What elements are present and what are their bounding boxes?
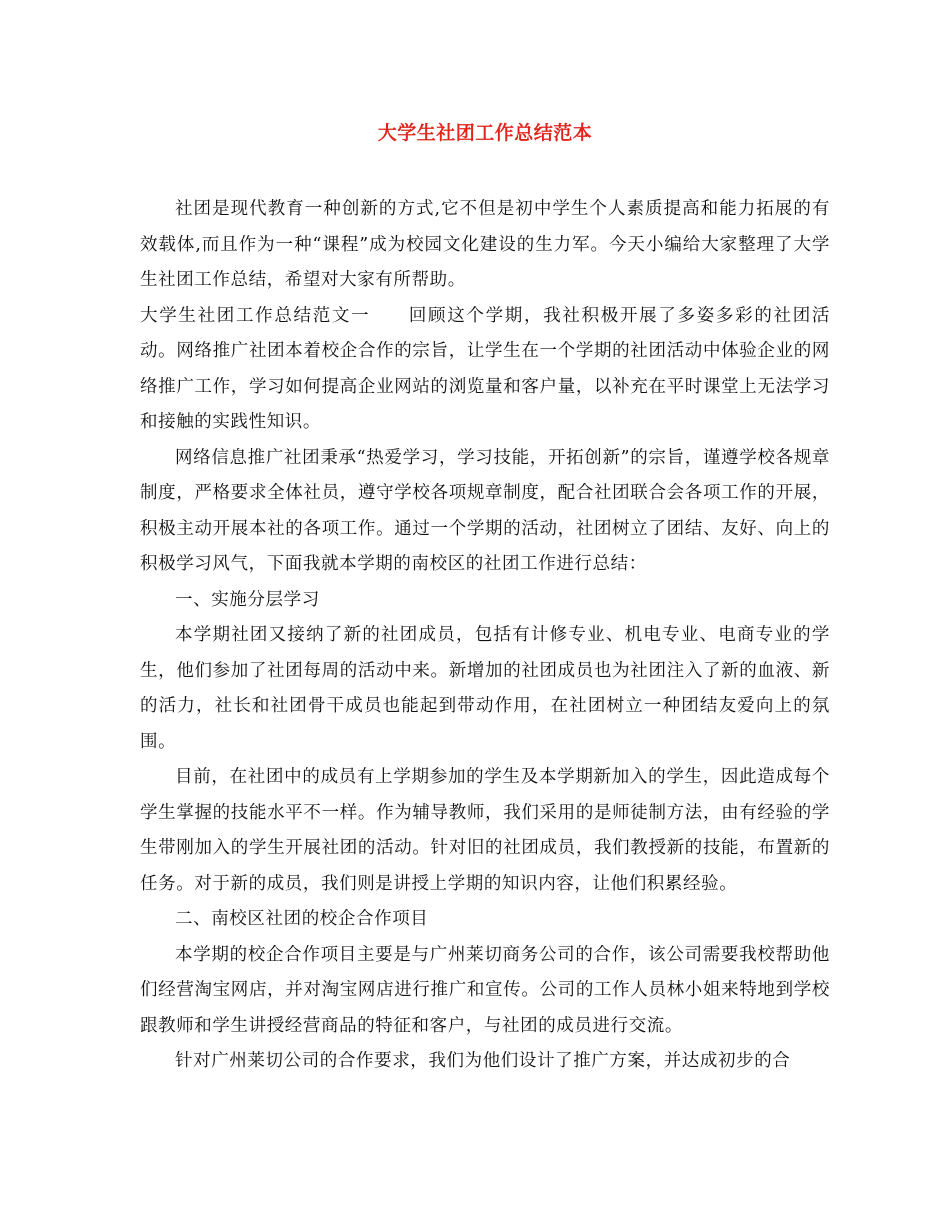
paragraph-4: 目前，在社团中的成员有上学期参加的学生及本学期新加入的学生，因此造成每个学生掌握的技能水平不一样。作为辅导教师，我们采用的是师徒制方法，由有经验的学生带刚加入的学生开展社团的活动。针对旧的社团成员，我们教授新的技能，布置新的任务。对于新的成员，我们则是讲授上学期的知识内容，让他们积累经验。 xyxy=(140,767,830,894)
paragraph-6: 针对广州莱切公司的合作要求，我们为他们设计了推广方案，并达成初步的合 xyxy=(175,1051,791,1071)
paragraph-2: 网络信息推广社团秉承“热爱学习，学习技能，开拓创新”的宗旨，谨遵学校各规章制度，严格要求全体社员，遵守学校各项规章制度，配合社团联合会各项工作的开展，积极主动开展本社的各项工作。通过一个学期的活动，社团树立了团结、友好、向上的积极学习风气，下面我就本学期的南校区的社团工作进行总结： xyxy=(140,447,830,574)
paragraph-5: 本学期的校企合作项目主要是与广州莱切商务公司的合作，该公司需要我校帮助他们经营淘宝网店，并对淘宝网店进行推广和宣传。公司的工作人员林小姐来特地到学校跟教师和学生讲授经营商品的特征和客户，与社团的成员进行交流。 xyxy=(140,944,830,1036)
document-page xyxy=(140,118,830,1080)
sample-paragraph xyxy=(140,299,830,441)
sample-heading: 大学生社团工作总结范文一 xyxy=(140,305,371,326)
section-heading-1: 一、实施分层学习 xyxy=(175,589,320,610)
sample-text: 回顾这个学期，我社积极开展了多姿多彩的社团活动。网络推广社团本着校企合作的宗旨，让学生在一个学期的社团活动中体验企业的网络推广工作，学习如何提高企业网站的浏览量和客户量，以补充在平时课堂上无法学习和接触的实践性知识。 xyxy=(140,305,830,432)
document-title: 大学生社团工作总结范本 xyxy=(377,122,593,144)
section-heading-2: 二、南校区社团的校企合作项目 xyxy=(175,909,429,929)
intro-paragraph: 社团是现代教育一种创新的方式,它不但是初中学生个人素质提高和能力拓展的有效载体,而且作为一种“课程”成为校园文化建设的生力军。今天小编给大家整理了大学生社团工作总结，希望对大家有所帮助。 xyxy=(140,199,830,290)
paragraph-3: 本学期社团又接纳了新的社团成员，包括有计修专业、机电专业、电商专业的学生，他们参加了社团每周的活动中来。新增加的社团成员也为社团注入了新的血液、新的活力，社长和社团骨干成员也能起到带动作用，在社团树立一种团结友爱向上的氛围。 xyxy=(140,625,830,752)
